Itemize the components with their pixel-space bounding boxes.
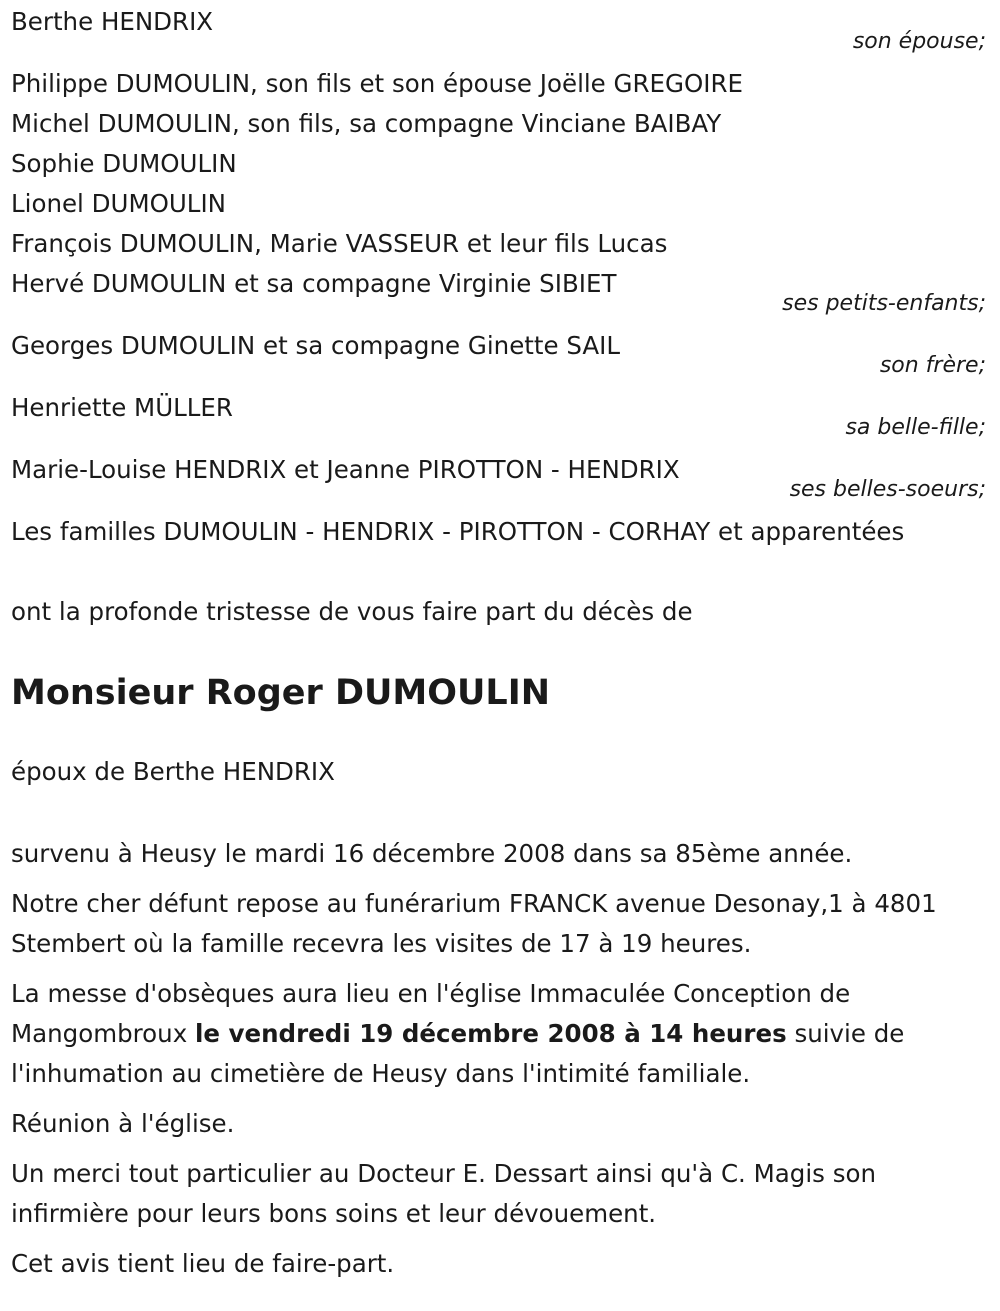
family-line: Lionel DUMOULIN: [11, 189, 226, 218]
family-line: Philippe DUMOULIN, son fils et son épouse Joëlle GREGOIRE: [11, 69, 744, 98]
family-line: Hervé DUMOULIN et sa compagne Virginie SIBIET: [11, 269, 617, 298]
family-line: Sophie DUMOULIN: [11, 149, 237, 178]
relation-label: ses petits-enfants;: [782, 291, 986, 316]
relation-label: son frère;: [879, 353, 986, 378]
reunion-note: Réunion à l'église.: [11, 1109, 235, 1138]
relation-label: son épouse;: [852, 29, 986, 54]
family-line: Henriette MÜLLER: [11, 393, 233, 422]
family-group-brother: [11, 326, 988, 378]
family-group-grandchildren: [11, 64, 988, 316]
family-line: François DUMOULIN, Marie VASSEUR et leur fils Lucas: [11, 229, 668, 258]
family-group-sisters-in-law: [11, 450, 988, 502]
thanks-note: Un merci tout particulier au Docteur E. Dessart ainsi qu'à C. Magis son infirmière pour leurs bons soins et leur dévouement.: [11, 1159, 876, 1228]
mass-text-after: suivie de l'inhumation au cimetière de Heusy dans l'intimité familiale.: [11, 1019, 905, 1088]
mass-text-before: La messe d'obsèques aura lieu en l'église Immaculée Conception de Mangombroux: [11, 979, 851, 1048]
family-line: Berthe HENDRIX: [11, 7, 214, 36]
mass-date-time: le vendredi 19 décembre 2008 à 14 heures: [194, 1019, 787, 1048]
family-line: Michel DUMOULIN, son fils, sa compagne Vinciane BAIBAY: [11, 109, 722, 138]
funeral-mass-details: [11, 974, 988, 1094]
spouse-of: époux de Berthe HENDRIX: [11, 757, 335, 786]
relation-label: ses belles-soeurs;: [789, 477, 986, 502]
family-group-daughter-in-law: [11, 388, 988, 440]
deceased-name: Monsieur Roger DUMOULIN: [11, 673, 551, 713]
family-line: Georges DUMOULIN et sa compagne Ginette SAIL: [11, 331, 620, 360]
death-details: survenu à Heusy le mardi 16 décembre 2008 dans sa 85ème année.: [11, 839, 853, 868]
family-group-families: [11, 512, 988, 552]
family-line: Les familles DUMOULIN - HENDRIX - PIROTTON - CORHAY et apparentées: [11, 517, 905, 546]
announcement-intro: ont la profonde tristesse de vous faire part du décès de: [11, 597, 693, 626]
funerarium-details: Notre cher défunt repose au funérarium FRANCK avenue Desonay,1 à 4801 Stembert où la famille recevra les visites de 17 à 19 heures.: [11, 889, 937, 958]
relation-label: sa belle-fille;: [845, 415, 986, 440]
closing-note: Cet avis tient lieu de faire-part.: [11, 1249, 395, 1278]
family-group-spouse: [11, 2, 988, 54]
family-line: Marie-Louise HENDRIX et Jeanne PIROTTON - HENDRIX: [11, 455, 680, 484]
